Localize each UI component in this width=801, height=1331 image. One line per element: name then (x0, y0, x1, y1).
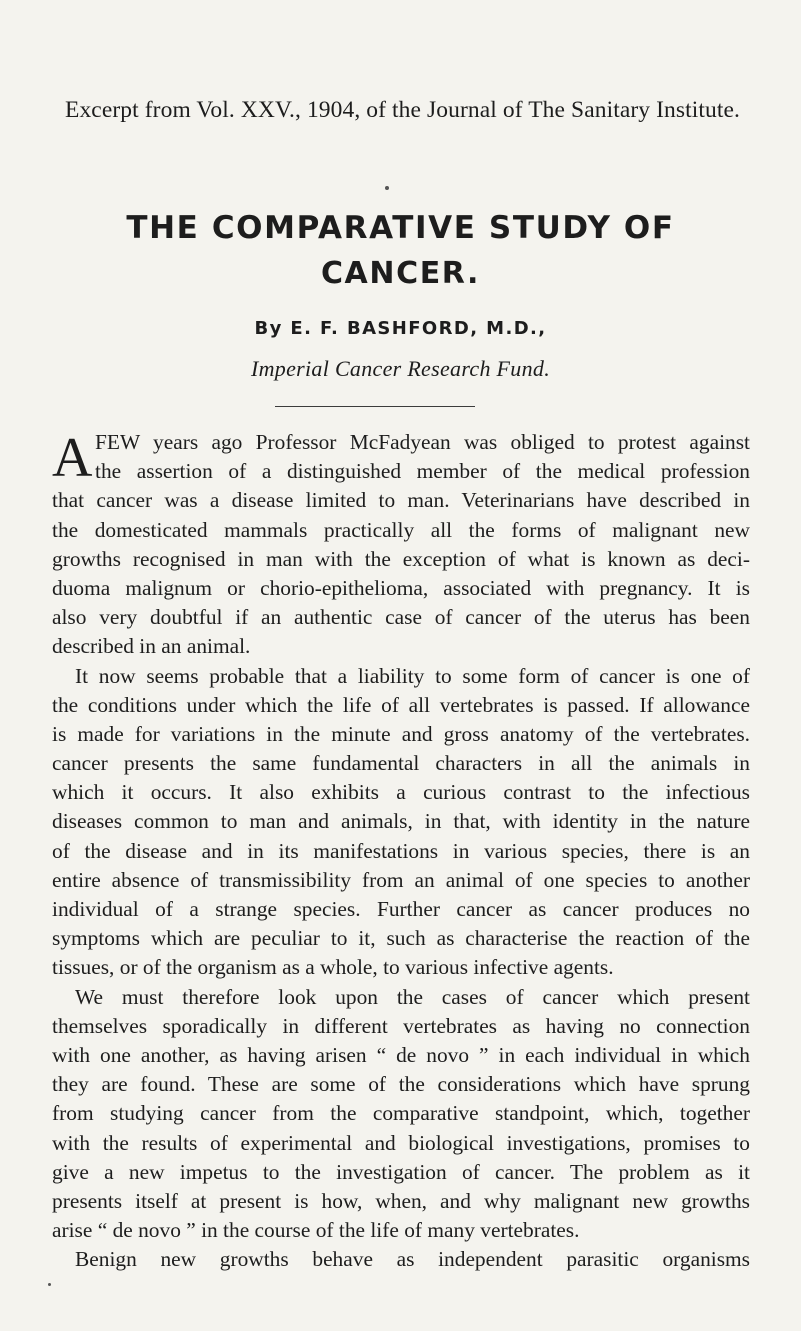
article-title-line-2: CANCER. (320, 256, 481, 291)
article-body (52, 428, 750, 1274)
text-line: also very doubtful if an authentic case of cancer of the uterus has been (52, 605, 750, 630)
text-line: arise “ de novo ” in the course of the life of many vertebrates. (52, 1218, 580, 1243)
text-line: individual of a strange species. Further cancer as cancer produces no (52, 897, 750, 921)
text-line: growths recognised in man with the exception of what is known as deci- (52, 546, 750, 571)
text-line: from studying cancer from the comparative standpoint, which, together (52, 1101, 750, 1126)
author-affiliation: Imperial Cancer Research Fund. (250, 356, 550, 381)
print-speck (48, 1283, 51, 1286)
text-line: which it occurs. It also exhibits a curious contrast to the infectious (52, 780, 750, 805)
text-line: Benign new growths behave as independent parasitic organisms (75, 1247, 750, 1272)
excerpt-header: Excerpt from Vol. XXV., 1904, of the Journal of The Sanitary Institute. (65, 97, 741, 123)
text-line: they are found. These are some of the considerations which have sprung (52, 1072, 750, 1097)
text-line: the conditions under which the life of all vertebrates is passed. If allowance (52, 692, 750, 717)
text-line: presents itself at present is how, when, and why malignant new growths (52, 1188, 750, 1213)
text-line: give a new impetus to the investigation of cancer. The problem as it (52, 1159, 750, 1184)
author-byline: By E. F. BASHFORD, M.D., (254, 318, 547, 339)
text-line: that cancer was a disease limited to man. Veterinarians have described in (52, 488, 750, 513)
article-title-line-1: THE COMPARATIVE STUDY OF (126, 210, 675, 246)
text-line: symptoms which are peculiar to it, such as characterise the reaction of the (52, 926, 750, 951)
text-line: the assertion of a distinguished member of the medical profession (95, 459, 750, 484)
text-line: cancer presents the same fundamental characters in all the animals in (52, 751, 750, 776)
drop-cap: A (52, 427, 93, 489)
text-line: with one another, as having arisen “ de novo ” in each individual in which (52, 1042, 750, 1067)
text-line: duoma malignum or chorio-epithelioma, associated with pregnancy. It is (52, 575, 750, 600)
text-line: entire absence of transmissibility from an animal of one species to another (52, 867, 750, 892)
text-line: is made for variations in the minute and gross anatomy of the vertebrates. (52, 721, 750, 746)
text-line: FEW years ago Professor McFadyean was obliged to protest against (95, 430, 750, 454)
title-divider (275, 406, 475, 407)
print-speck (385, 186, 389, 190)
text-line: We must therefore look upon the cases of cancer which present (75, 984, 750, 1009)
text-line: It now seems probable that a liability to some form of cancer is one of (75, 663, 750, 688)
text-line: themselves sporadically in different vertebrates as having no connection (52, 1013, 750, 1038)
text-line: tissues, or of the organism as a whole, to various infective agents. (52, 955, 614, 980)
text-line: described in an animal. (52, 634, 251, 659)
text-line: diseases common to man and animals, in that, with identity in the nature (52, 809, 750, 834)
text-line: of the disease and in its manifestations in various species, there is an (52, 838, 750, 863)
text-line: with the results of experimental and biological investigations, promises to (52, 1130, 750, 1155)
text-line: the domesticated mammals practically all the forms of malignant new (52, 517, 750, 542)
